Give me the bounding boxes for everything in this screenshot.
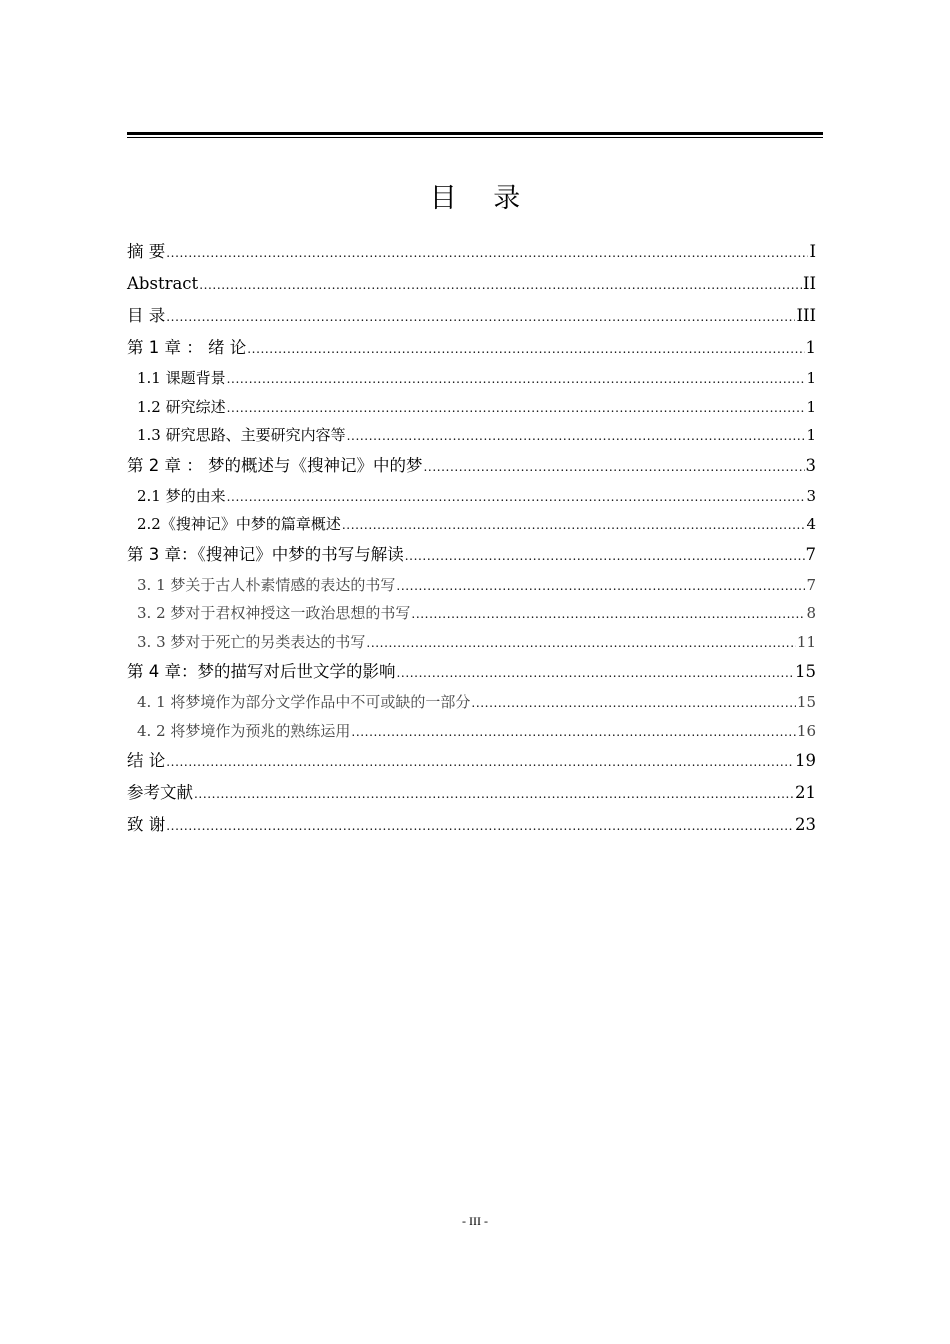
toc-entry-label: 结 论: [127, 751, 166, 770]
toc-entry-label: 4. 1 将梦境作为部分文学作品中不可或缺的一部分: [137, 693, 471, 711]
toc-entry-page-number: 3: [805, 455, 816, 475]
toc-section-entry[interactable]: [127, 421, 816, 450]
toc-chapter-entry[interactable]: [127, 332, 816, 364]
toc-chapter-entry[interactable]: [127, 656, 816, 688]
toc-entry-page-number: 23: [795, 815, 816, 834]
toc-entry-label: 1.1 课题背景: [137, 369, 226, 387]
toc-section-entry[interactable]: [127, 717, 816, 746]
toc-dot-leader: [227, 364, 806, 394]
toc-dot-leader: [351, 717, 796, 747]
toc-section-entry[interactable]: [127, 393, 816, 422]
toc-entry-page-number: 15: [795, 662, 816, 681]
toc-entry-label: 目 录: [127, 306, 166, 325]
toc-entry-label: 2.2《搜神记》中梦的篇章概述: [137, 515, 341, 533]
header-double-rule: [127, 132, 823, 138]
toc-entry-page-number: 1: [806, 426, 816, 444]
toc-entry-page-number: II: [802, 274, 816, 293]
toc-entry-label: 致 谢: [127, 815, 166, 834]
toc-entry-label: 3. 1 梦关于古人朴素情感的表达的书写: [137, 575, 396, 594]
toc-entry-label: 3. 2 梦对于君权神授这一政治思想的书写: [137, 604, 411, 622]
toc-dot-leader: [247, 332, 804, 365]
toc-dot-leader: [366, 628, 796, 658]
toc-entry-page-number: III: [796, 306, 816, 325]
toc-section-entry[interactable]: [127, 628, 816, 657]
toc-entry-page-number: 7: [805, 544, 816, 564]
toc-entry-label: 第 3 章：《搜神记》中梦的书写与解读: [127, 544, 404, 564]
toc-entry-label: 2.1 梦的由来: [137, 486, 226, 505]
toc-dot-leader: [194, 777, 794, 810]
toc-entry-page-number: 3: [806, 486, 816, 505]
toc-entry-label: 摘 要: [127, 242, 166, 261]
toc-entry-page-number: 16: [796, 721, 816, 740]
toc-section-entry[interactable]: [127, 510, 816, 539]
toc-dot-leader: [199, 268, 802, 301]
footer-page-number: - III -: [462, 1214, 488, 1228]
toc-dot-leader: [166, 745, 794, 778]
toc-dot-leader: [166, 809, 794, 842]
toc-entry-label: 1.3 研究思路、主要研究内容等: [137, 426, 346, 444]
toc-chapter-entry[interactable]: [127, 809, 816, 841]
toc-entry-label: 参考文献: [127, 783, 193, 802]
toc-entry-page-number: 15: [796, 693, 816, 711]
toc-entry-label: 第 1 章 ： 绪 论: [127, 338, 247, 357]
toc-section-entry[interactable]: [127, 482, 816, 511]
toc-dot-leader: [342, 510, 806, 540]
toc-entry-page-number: 21: [795, 783, 816, 802]
toc-dot-leader: [396, 571, 805, 601]
toc-chapter-entry[interactable]: [127, 745, 816, 777]
toc-dot-leader: [471, 688, 796, 718]
toc-dot-leader: [227, 393, 806, 423]
page-title: 目 录: [429, 183, 535, 214]
toc-entry-page-number: 8: [806, 604, 816, 622]
toc-entry-page-number: 7: [806, 575, 816, 594]
toc-dot-leader: [423, 450, 804, 483]
toc-chapter-entry[interactable]: [127, 539, 816, 571]
toc-chapter-entry[interactable]: [127, 236, 816, 268]
toc-dot-leader: [166, 236, 808, 269]
toc-dot-leader: [227, 482, 806, 512]
toc-section-entry[interactable]: [127, 599, 816, 628]
toc-dot-leader: [405, 539, 805, 572]
table-of-contents: [127, 236, 816, 841]
toc-entry-page-number: 11: [796, 632, 816, 651]
toc-entry-page-number: 1: [806, 397, 816, 416]
toc-entry-label: 第 4 章：梦的描写对后世文学的影响: [127, 662, 396, 681]
toc-entry-label: 3. 3 梦对于死亡的另类表达的书写: [137, 632, 366, 651]
toc-entry-label: Abstract: [127, 274, 199, 293]
toc-entry-label: 4. 2 将梦境作为预兆的熟练运用: [137, 721, 351, 740]
toc-dot-leader: [166, 300, 795, 333]
toc-entry-page-number: 19: [795, 751, 816, 770]
toc-section-entry[interactable]: [127, 571, 816, 600]
toc-chapter-entry[interactable]: [127, 268, 816, 300]
toc-section-entry[interactable]: [127, 688, 816, 717]
toc-dot-leader: [411, 599, 805, 629]
toc-chapter-entry[interactable]: [127, 300, 816, 332]
toc-chapter-entry[interactable]: [127, 777, 816, 809]
toc-entry-label: 第 2 章 ： 梦的概述与《搜神记》中的梦: [127, 455, 423, 475]
toc-entry-page-number: 1: [806, 369, 816, 387]
toc-entry-label: 1.2 研究综述: [137, 397, 226, 416]
toc-chapter-entry[interactable]: [127, 450, 816, 482]
toc-dot-leader: [397, 656, 795, 689]
toc-entry-page-number: I: [809, 242, 816, 261]
toc-dot-leader: [347, 421, 806, 451]
toc-entry-page-number: 4: [806, 515, 816, 533]
toc-entry-page-number: 1: [805, 338, 816, 357]
toc-section-entry[interactable]: [127, 364, 816, 393]
